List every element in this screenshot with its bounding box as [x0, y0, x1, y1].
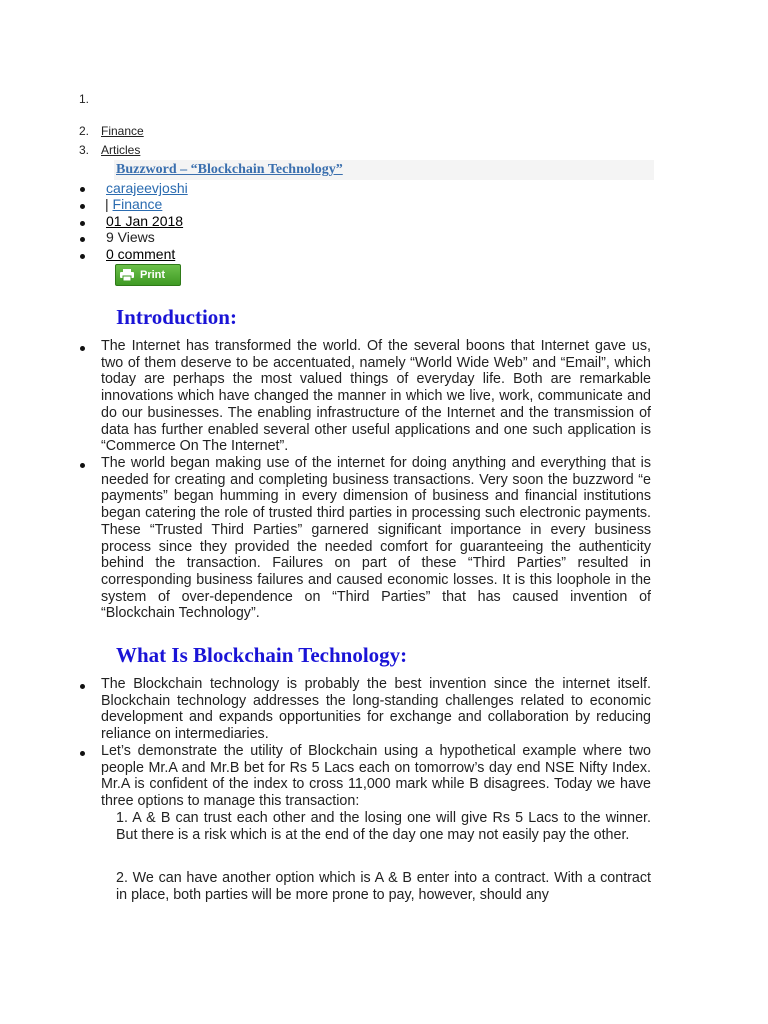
bullet-icon	[80, 204, 85, 209]
print-button[interactable]	[115, 264, 181, 286]
bullet-icon	[80, 237, 85, 242]
bullet-icon	[80, 751, 85, 756]
what-paragraph-2: Let’s demonstrate the utility of Blockchain using a hypothetical example where two people Mr.A and Mr.B bet for Rs 5 Lacs each on tomorrow’s day end NSE Nifty Index. Mr.A is confident of the index to cross 11,000 mark while B disagrees. Today we have three options to manage this transaction:	[101, 743, 651, 810]
what-is-blockchain-heading: What Is Blockchain Technology:	[116, 643, 408, 667]
breadcrumb-number-2: 2.	[79, 124, 90, 138]
views-count: 9 Views	[106, 229, 155, 245]
bullet-icon	[80, 684, 85, 689]
bullet-icon	[80, 463, 85, 468]
printer-icon	[120, 269, 134, 281]
bullet-icon	[80, 346, 85, 351]
option-2-text: 2. We can have another option which is A & B enter into a contract. With a contract in place, both parties will be more prone to pay, however, should any	[116, 870, 651, 903]
bullet-icon	[80, 254, 85, 259]
category-link[interactable]: Finance	[112, 196, 163, 212]
category-separator: |	[105, 196, 113, 212]
breadcrumb-finance-link[interactable]: Finance	[101, 124, 144, 138]
option-1-text: 1. A & B can trust each other and the losing one will give Rs 5 Lacs to the winner. But there is a risk which is at the end of the day one may not easily pay the other.	[116, 810, 651, 843]
what-paragraph-1: The Blockchain technology is probably the best invention since the internet itself. Blockchain technology addresses the long-standing challenges related to economic development and expands opportunities for exchange and collaboration by reducing reliance on intermediaries.	[101, 676, 651, 743]
author-link[interactable]: carajeevjoshi	[106, 180, 188, 196]
breadcrumb-number-3: 3.	[79, 143, 90, 157]
date-link[interactable]: 01 Jan 2018	[106, 213, 184, 229]
category-row	[105, 196, 162, 212]
comments-link[interactable]: 0 comment	[106, 246, 176, 262]
print-button-label: Print	[140, 269, 166, 281]
bullet-icon	[80, 187, 85, 192]
article-title-link[interactable]: Buzzword – “Blockchain Technology”	[116, 162, 343, 177]
introduction-heading: Introduction:	[116, 305, 237, 329]
bullet-icon	[80, 221, 85, 226]
breadcrumb-number-1: 1.	[79, 92, 90, 106]
intro-paragraph-2: The world began making use of the internet for doing anything and everything that is needed for creating and completing business transactions. Very soon the buzzword “e payments” began humming in every dimension of business and financial institutions began catering the role of trusted third parties in processing such electronic payments. These “Trusted Third Parties” garnered significant importance in every business process since they provided the needed comfort for guaranteeing the authenticity behind the transaction. Failures on part of these “Third Parties” resulted in corresponding business failures and caused economic losses. It is this loophole in the system of over-dependence on “Third Parties” that has caused invention of “Blockchain Technology”.	[101, 455, 651, 622]
breadcrumb-articles-link[interactable]: Articles	[101, 143, 141, 157]
intro-paragraph-1: The Internet has transformed the world. Of the several boons that Internet gave us, two of them deserve to be accentuated, namely “World Wide Web” and “Email”, which today are perhaps the most valued things of everyday life. Both are remarkable innovations which have changed the manner in which we live, work, communicate and do our businesses. The enabling infrastructure of the Internet and the transmission of data has further enabled several other useful applications and one such application is “Commerce On The Internet”.	[101, 338, 651, 455]
